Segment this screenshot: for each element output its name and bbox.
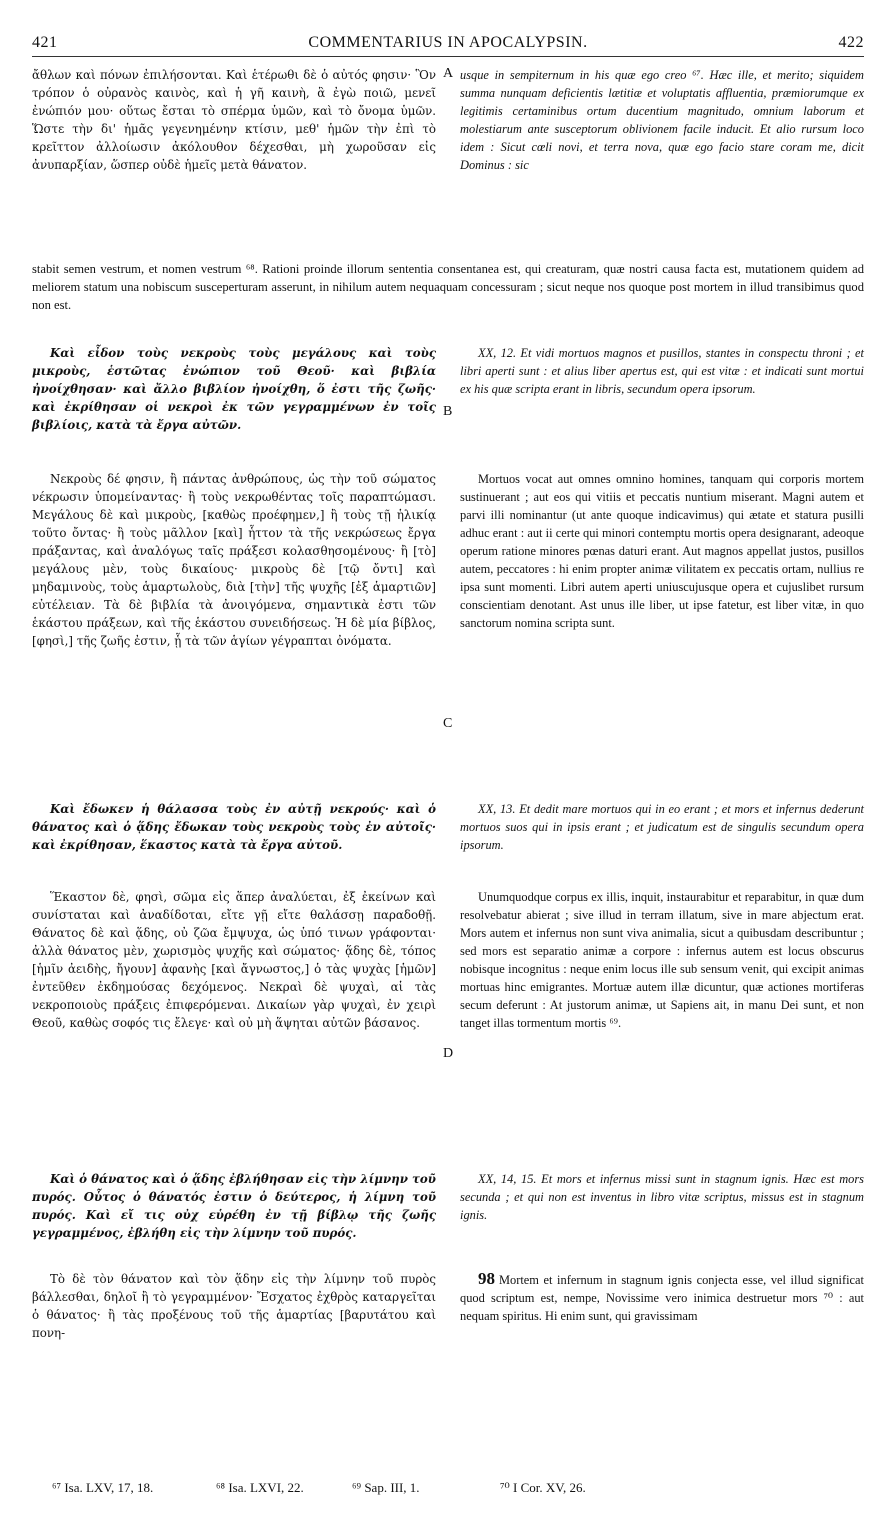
marker-c: C	[443, 716, 453, 731]
footnote-67: ⁶⁷ Isa. LXV, 17, 18.	[52, 1480, 154, 1495]
latin-commentary-12: Mortuos vocat aut omnes omnino homines, tanquam qui corporis mortem sustinuerant ; aut eos qui vitiis et peccatis nuntium miserant. Magni autem et parvi illi nominantur (ut ante quoque indicavimus) qui ætate et statura pusilli adhuc erant : aut ii certe qui minori contemptu mortis opera designarant, adeoque operum ratione minores pœnas daturi erant. Aut magnos appellat justos, pusillos autem, peccatores : hi enim propter animæ vilitatem ex peccatis ortam, nullius re ipsa sunt momenti. Libri autem aperti uniuscujusque opera et cujuslibet rursum conscientiam denotant. Ast unus ille liber, ut ipse fatetur, est liber vitæ, in quo sanctorum nomina scripta sunt.	[460, 472, 864, 630]
latin-paragraph-1: usque in sempiternum in his quæ ego creo ⁶⁷. Hæc ille, et merito; siquidem summa nunquam deficientis lætitiæ et voluptatis affluentia, præmiorumque ex legitimis certaminibus ortum ducentium magnitudo, omnium laborum et molestiarum ante susceptorum oblivionem facile inducit. Et alio rursum loco idem : Sicut cœli novi, et terra nova, quæ ego facio stare coram me, dicit Dominus : sic	[460, 68, 864, 172]
greek-commentary-12: Νεκροὺς δέ φησιν, ἢ πάντας ἀνθρώπους, ὡς τὴν τοῦ σώματος νέκρωσιν ὑπομείναντας· ἢ τοὺς νεκρωθέντας τοῖς παραπτώμασι. Μεγάλους δὲ καὶ μικροὺς, [καθὼς προέφημεν,] ἢ τοὺς τῇ ἡλικίᾳ τοῦτο ὄντας· ἢ τοὺς μᾶλλον [καὶ] ἧττον τὰ τῆς νεκρώσεως ἔργα πράξαντας, καὶ ἀναλόγως ταῖς πράξεσι κολασθησομένους· ἢ [τὸ] μεγάλους μὲν, τοὺς δικαίους· μικροὺς δὲ [τῷ ὄντι] καὶ μηδαμινοὺς, τοὺς ἁμαρτωλοὺς, διὰ [τὴν] τῆς ψυχῆς [ἐξ ἁμαρτιῶν] εὐτέλειαν. Τὰ δὲ βιβλία τὰ ἀνοιγόμενα, σημαντικὰ ἐστι τῶν ἑκάστου πράξεων, καὶ τῆς ἑκάστου συνειδήσεως. Ἡ δὲ μία βίβλος, [φησὶ,] τῆς ζωῆς ἐστιν, ᾗ τὰ τῶν ἁγίων γέγραπται ὀνόματα.	[32, 472, 436, 648]
latin-full-width-paragraph: stabit semen vestrum, et nomen vestrum ⁶⁸. Rationi proinde illorum sententia consentanea est, qui creaturam, quæ nostri causa facta est, mutationem quidem ad meliorem statum una nobiscum susceperturam asserunt, in nihilum autem nequaquam concessuram ; sicut neque nos quoque post mortem in illud transibimus quod non est.	[32, 262, 864, 312]
page	[32, 30, 864, 1520]
latin-commentary-13: Unumquodque corpus ex illis, inquit, instaurabitur et reparabitur, in quæ dum resolvebatur abierat ; sive illud in terram illatum, sive in mare abjectum erat. Mors autem et infernus non sunt viva animalia, sicut a quibusdam describuntur ; sed mors est separatio animæ a corpore : infernus autem est locus obscurus nobisque incognitus : neque enim locus ille sub sensum venit, qui excipit animas mortuas hinc emigrantes. Mortuæ autem illæ dicuntur, quæ actiones mortiferas secum deferunt : At justorum animæ, ut Sapiens ait, in manu Dei sunt, et non tanget illas tormentum mortis ⁶⁹.	[460, 890, 864, 1030]
latin-verse-13: XX, 13. Et dedit mare mortuos qui in eo erant ; et mors et infernus dederunt mortuos suos qui in ipsis erant ; et judicatum est de singulis secundum opera ipsorum.	[460, 802, 864, 852]
marker-d: D	[443, 1046, 454, 1061]
left-page-number: 421	[32, 34, 58, 51]
right-page-number: 422	[838, 34, 864, 51]
marker-a: A	[443, 66, 454, 81]
latin-commentary-14-15-text: Mortem et infernum in stagnum ignis conjecta esse, vel illud significat quod scriptum est, nempe, Novissime vero inimica destruetur mors ⁷⁰ : aut nequam spiritus. Hi enim sunt, qui gravissimam	[460, 1273, 864, 1323]
greek-verse-14-15: Καὶ ὁ θάνατος καὶ ὁ ᾅδης ἐβλήθησαν εἰς τὴν λίμνην τοῦ πυρός. Οὗτος ὁ θάνατός ἐστιν ὁ δεύτερος, ἡ λίμνη τοῦ πυρός. Καὶ εἴ τις οὐχ εὑρέθη ἐν τῇ βίβλῳ τῆς ζωῆς γεγραμμένος, ἐβλήθη εἰς τὴν λίμνην τοῦ πυρός.	[32, 1172, 436, 1240]
latin-commentary-14-15	[460, 1270, 864, 1325]
latin-verse-12: XX, 12. Et vidi mortuos magnos et pusillos, stantes in conspectu throni ; et libri aperti sunt : et alius liber apertus est, qui est vitæ : et indicati sunt mortui ex his quæ scripta erant in libris, secundum opera ipsorum.	[460, 346, 864, 396]
marker-b: B	[443, 404, 453, 419]
column-number: 98	[478, 1269, 495, 1288]
header-rule	[32, 56, 864, 57]
footnote-70: ⁷⁰ I Cor. XV, 26.	[500, 1480, 586, 1495]
footnote-68: ⁶⁸ Isa. LXVI, 22.	[216, 1480, 304, 1495]
running-title: COMMENTARIUS IN APOCALYPSIN.	[308, 34, 588, 51]
greek-verse-13: Καὶ ἔδωκεν ἡ θάλασσα τοὺς ἐν αὐτῇ νεκρούς· καὶ ὁ θάνατος καὶ ὁ ᾅδης ἔδωκαν τοὺς νεκροὺς τοὺς ἐν αὐτοῖς· καὶ ἐκρίθησαν, ἕκαστος κατὰ τὰ ἔργα αὐτοῦ.	[32, 802, 436, 852]
latin-verse-14-15: XX, 14, 15. Et mors et infernus missi sunt in stagnum ignis. Hæc est mors secunda ; et qui non est inventus in libro vitæ scriptus, missus est in stagnum ignis.	[460, 1172, 864, 1222]
greek-commentary-14-15: Τὸ δὲ τὸν θάνατον καὶ τὸν ᾅδην εἰς τὴν λίμνην τοῦ πυρὸς βάλλεσθαι, δηλοῖ ἢ τὸ γεγραμμένον· Ἔσχατος ἐχθρὸς καταργεῖται ὁ θάνατος· ἢ τὰς προξένους τοῦ τῆς ἁμαρτίας [βαρυτάτου καὶ πονη-	[32, 1272, 436, 1340]
greek-paragraph-1: ἄθλων καὶ πόνων ἐπιλήσονται. Καὶ ἑτέρωθι δὲ ὁ αὐτός φησιν· Ὃν τρόπον ὁ οὐρανὸς καινὸς, καὶ ἡ γῆ καινὴ, ἃ ἐγὼ ποιῶ, μενεῖ ἐνώπιόν μου· οὕτως ἔσται τὸ σπέρμα ὑμῶν, καὶ τὸ ὄνομα ὑμῶν. Ὥστε τὴν δι' ἡμᾶς γεγενημένην κτίσιν, μεθ' ἡμῶν τὴν ἐπὶ τὸ κρεῖττον ἀλλοίωσιν ἀκόλουθον δέχεσθαι, μὴ χωροῦσαν εἰς ἀνυπαρξίαν, ὥσπερ οὐδὲ ἡμεῖς μετὰ θάνατον.	[32, 68, 436, 172]
page-header	[32, 30, 864, 60]
greek-verse-12: Καὶ εἶδον τοὺς νεκροὺς τοὺς μεγάλους καὶ τοὺς μικροὺς, ἑστῶτας ἐνώπιον τοῦ Θεοῦ· καὶ βιβλία ἠνοίχθησαν· καὶ ἄλλο βιβλίον ἠνοίχθη, ὅ ἐστι τῆς ζωῆς· καὶ ἐκρίθησαν οἱ νεκροὶ ἐκ τῶν γεγραμμένων ἐν τοῖς βιβλίοις, κατὰ τὰ ἔργα αὐτῶν.	[32, 346, 436, 432]
greek-commentary-13: Ἕκαστον δὲ, φησὶ, σῶμα εἰς ἅπερ ἀναλύεται, ἐξ ἐκείνων καὶ συνίσταται καὶ ἀναδίδοται, εἴτε γῇ εἴτε θαλάσσῃ παραδοθῇ. Θάνατος δὲ καὶ ᾅδης, οὐ ζῶα ἔμψυχα, ὡς ὑπό τινων γράφονται· ἀλλὰ θάνατος μὲν, χωρισμὸς ψυχῆς καὶ σώματος· ᾅδης δὲ, τόπος [ἡμῖν ἀειδὴς, ἤγουν] ἀφανὴς [καὶ ἄγνωστος,] ὁ τὰς ψυχὰς [ἡμῶν] ἐντεῦθεν ἐκδημούσας δεχόμενος. Νεκραὶ δὲ ψυχαὶ, αἱ τὰς νεκροποιοὺς πράξεις ἐπιφερόμεναι. Δικαίων γὰρ ψυχαὶ, ἐν χειρὶ Θεοῦ, καθὼς σοφός τις ἔλεγε· καὶ οὐ μὴ ἅψηται αὐτῶν βάσανος.	[32, 890, 436, 1030]
footnote-69: ⁶⁹ Sap. III, 1.	[352, 1480, 420, 1495]
